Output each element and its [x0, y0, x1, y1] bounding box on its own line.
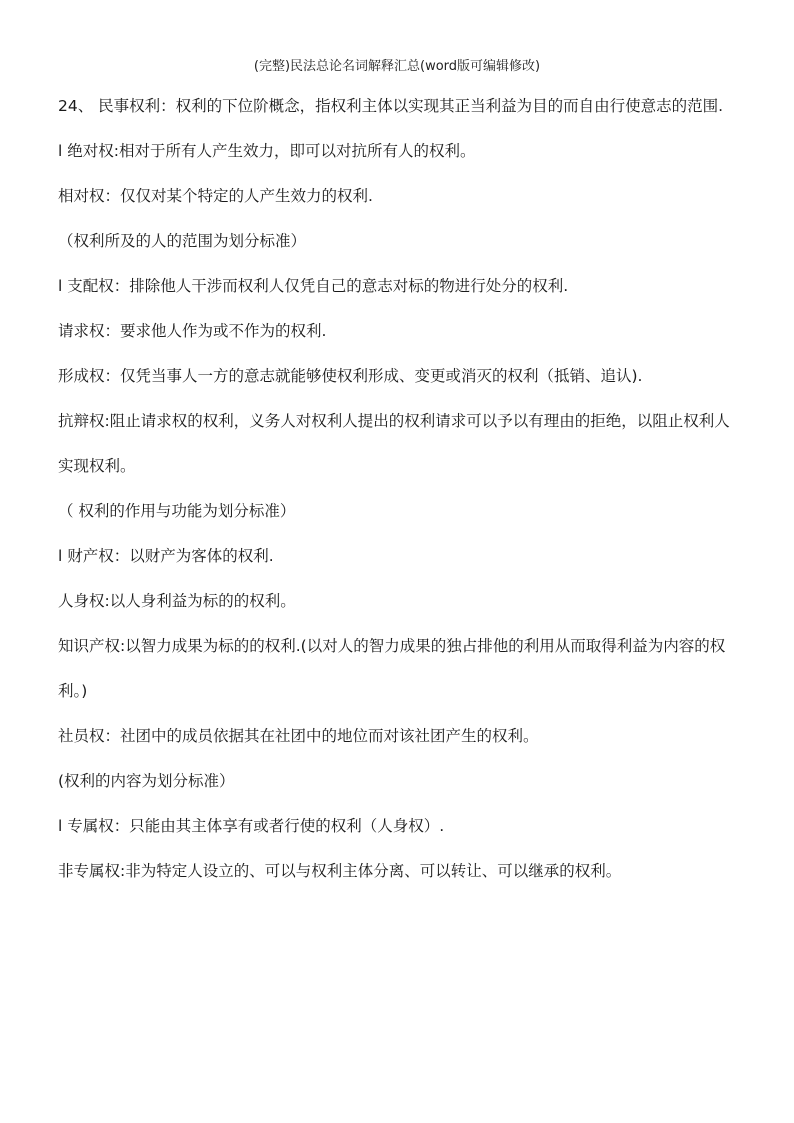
paragraph-property-right: l 财产权：以财产为客体的权利. [58, 547, 274, 565]
paragraph-absolute-right: l 绝对权:相对于所有人产生效力，即可以对抗所有人的权利。 [58, 142, 476, 160]
paragraph-claim-right: 请求权：要求他人作为或不作为的权利. [58, 322, 327, 340]
paragraph-civil-rights: 24、 民事权利：权利的下位阶概念，指权利主体以实现其正当利益为目的而自由行使意志的范围. [58, 97, 724, 115]
document-header: (完整)民法总论名词解释汇总(word版可编辑修改) [253, 59, 541, 74]
paragraph-relative-right: 相对权：仅仅对某个特定的人产生效力的权利. [58, 187, 373, 205]
paragraph-personal-right: 人身权:以人身利益为标的的权利。 [58, 592, 296, 610]
paragraph-exclusive-right: l 专属权：只能由其主体享有或者行使的权利（人身权）. [58, 817, 445, 835]
document-body [58, 84, 742, 894]
paragraph-intellectual-property: 知识产权:以智力成果为标的的权利.(以对人的智力成果的独占排他的利用从而取得利益为内容的权利。) [58, 637, 726, 700]
paragraph-formation-right: 形成权：仅凭当事人一方的意志就能够使权利形成、变更或消灭的权利（抵销、追认). [58, 367, 643, 385]
paragraph-member-right: 社员权：社团中的成员依据其在社团中的地位而对该社团产生的权利。 [58, 727, 539, 745]
paragraph-non-exclusive-right: 非专属权:非为特定人设立的、可以与权利主体分离、可以转让、可以继承的权利。 [58, 862, 622, 880]
paragraph-classification-scope: （权利所及的人的范围为划分标准） [58, 232, 307, 250]
paragraph-dominion-right: l 支配权：排除他人干涉而权利人仅凭自己的意志对标的物进行处分的权利. [58, 277, 569, 295]
paragraph-defense-right: 抗辩权:阻止请求权的权利，义务人对权利人提出的权利请求可以予以有理由的拒绝，以阻止权利人实现权利。 [58, 412, 730, 475]
paragraph-classification-function: （ 权利的作用与功能为划分标准） [58, 502, 296, 520]
paragraph-classification-content: (权利的内容为划分标准） [58, 772, 235, 790]
